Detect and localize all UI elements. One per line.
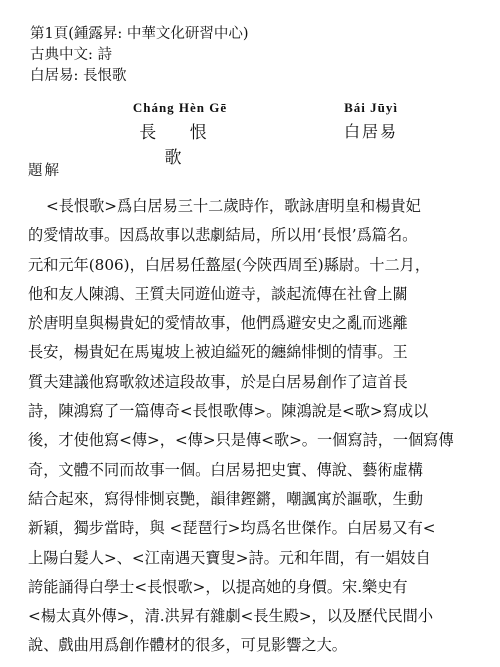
author-pinyin: Bái Jūyì: [344, 100, 398, 115]
document-header: [30, 24, 249, 87]
body-line: 上陽白髮人>、<江南遇天寶叟>詩。元和年間，有一娼妓自: [28, 548, 431, 567]
body-line: 結合起來，寫得悱惻哀艷，韻律鏗鏘，嘲諷寓於謳歌，生動: [28, 489, 423, 508]
body-line: <楊太真外傳>，清.洪昇有雜劇<長生殿>，以及歷代民間小: [28, 607, 434, 626]
author-block: [326, 100, 416, 142]
section-heading: 題解: [28, 163, 61, 179]
work-line: 白居易: 長恨歌: [30, 68, 127, 84]
body-line: 奇，文體不同而故事一個。白居易把史實、傳說、藝術虛構: [28, 460, 423, 479]
body-line: 他和友人陳鴻、王質夫同遊仙遊寺，談起流傳在社會上關: [28, 284, 408, 303]
body-line: 誇能誦得白學士<長恨歌>，以提高她的身價。宋.樂史有: [28, 577, 408, 596]
explanation-body: [28, 192, 478, 661]
body-line: <長恨歌>爲白居易三十二歲時作，歌詠唐明皇和楊貴妃: [46, 197, 421, 215]
poem-title-block: [125, 100, 235, 168]
body-line: 於唐明皇與楊貴妃的愛情故事，他們爲避安史之亂而逃離: [28, 314, 408, 333]
body-line: 元和元年(806)，白居易任盩屋(今陝西周至)縣尉。十二月，: [28, 255, 431, 274]
category-line: 古典中文: 詩: [30, 47, 112, 63]
body-line: 的愛情故事。因爲故事以悲劇結局，所以用‘長恨’爲篇名。: [28, 226, 418, 245]
body-line: 質夫建議他寫歌敘述這段故事，於是白居易創作了這首長: [28, 372, 408, 391]
body-line: 長安，楊貴妃在馬嵬坡上被迫縊死的纏綿悱惻的情事。王: [28, 343, 408, 362]
author-name: 白居易: [343, 122, 398, 141]
body-line: 說、戲曲用爲創作體材的很多，可見影響之大。: [28, 636, 347, 655]
body-line: 後，才使他寫<傳>，<傳>只是傳<歌>。一個寫詩，一個寫傳: [28, 431, 454, 450]
body-line: 新穎，獨步當時，與 <琵琶行>均爲名世傑作。白居易又有<: [28, 519, 436, 538]
page-source-line: 第1頁(鍾露昇: 中華文化研習中心): [30, 26, 249, 42]
poem-title: 長 恨 歌: [139, 123, 221, 168]
title-pinyin: Cháng Hèn Gē: [132, 100, 228, 115]
body-line: 詩，陳鴻寫了一篇傳奇<長恨歌傳>。陳鴻說是<歌>寫成以: [28, 402, 429, 421]
